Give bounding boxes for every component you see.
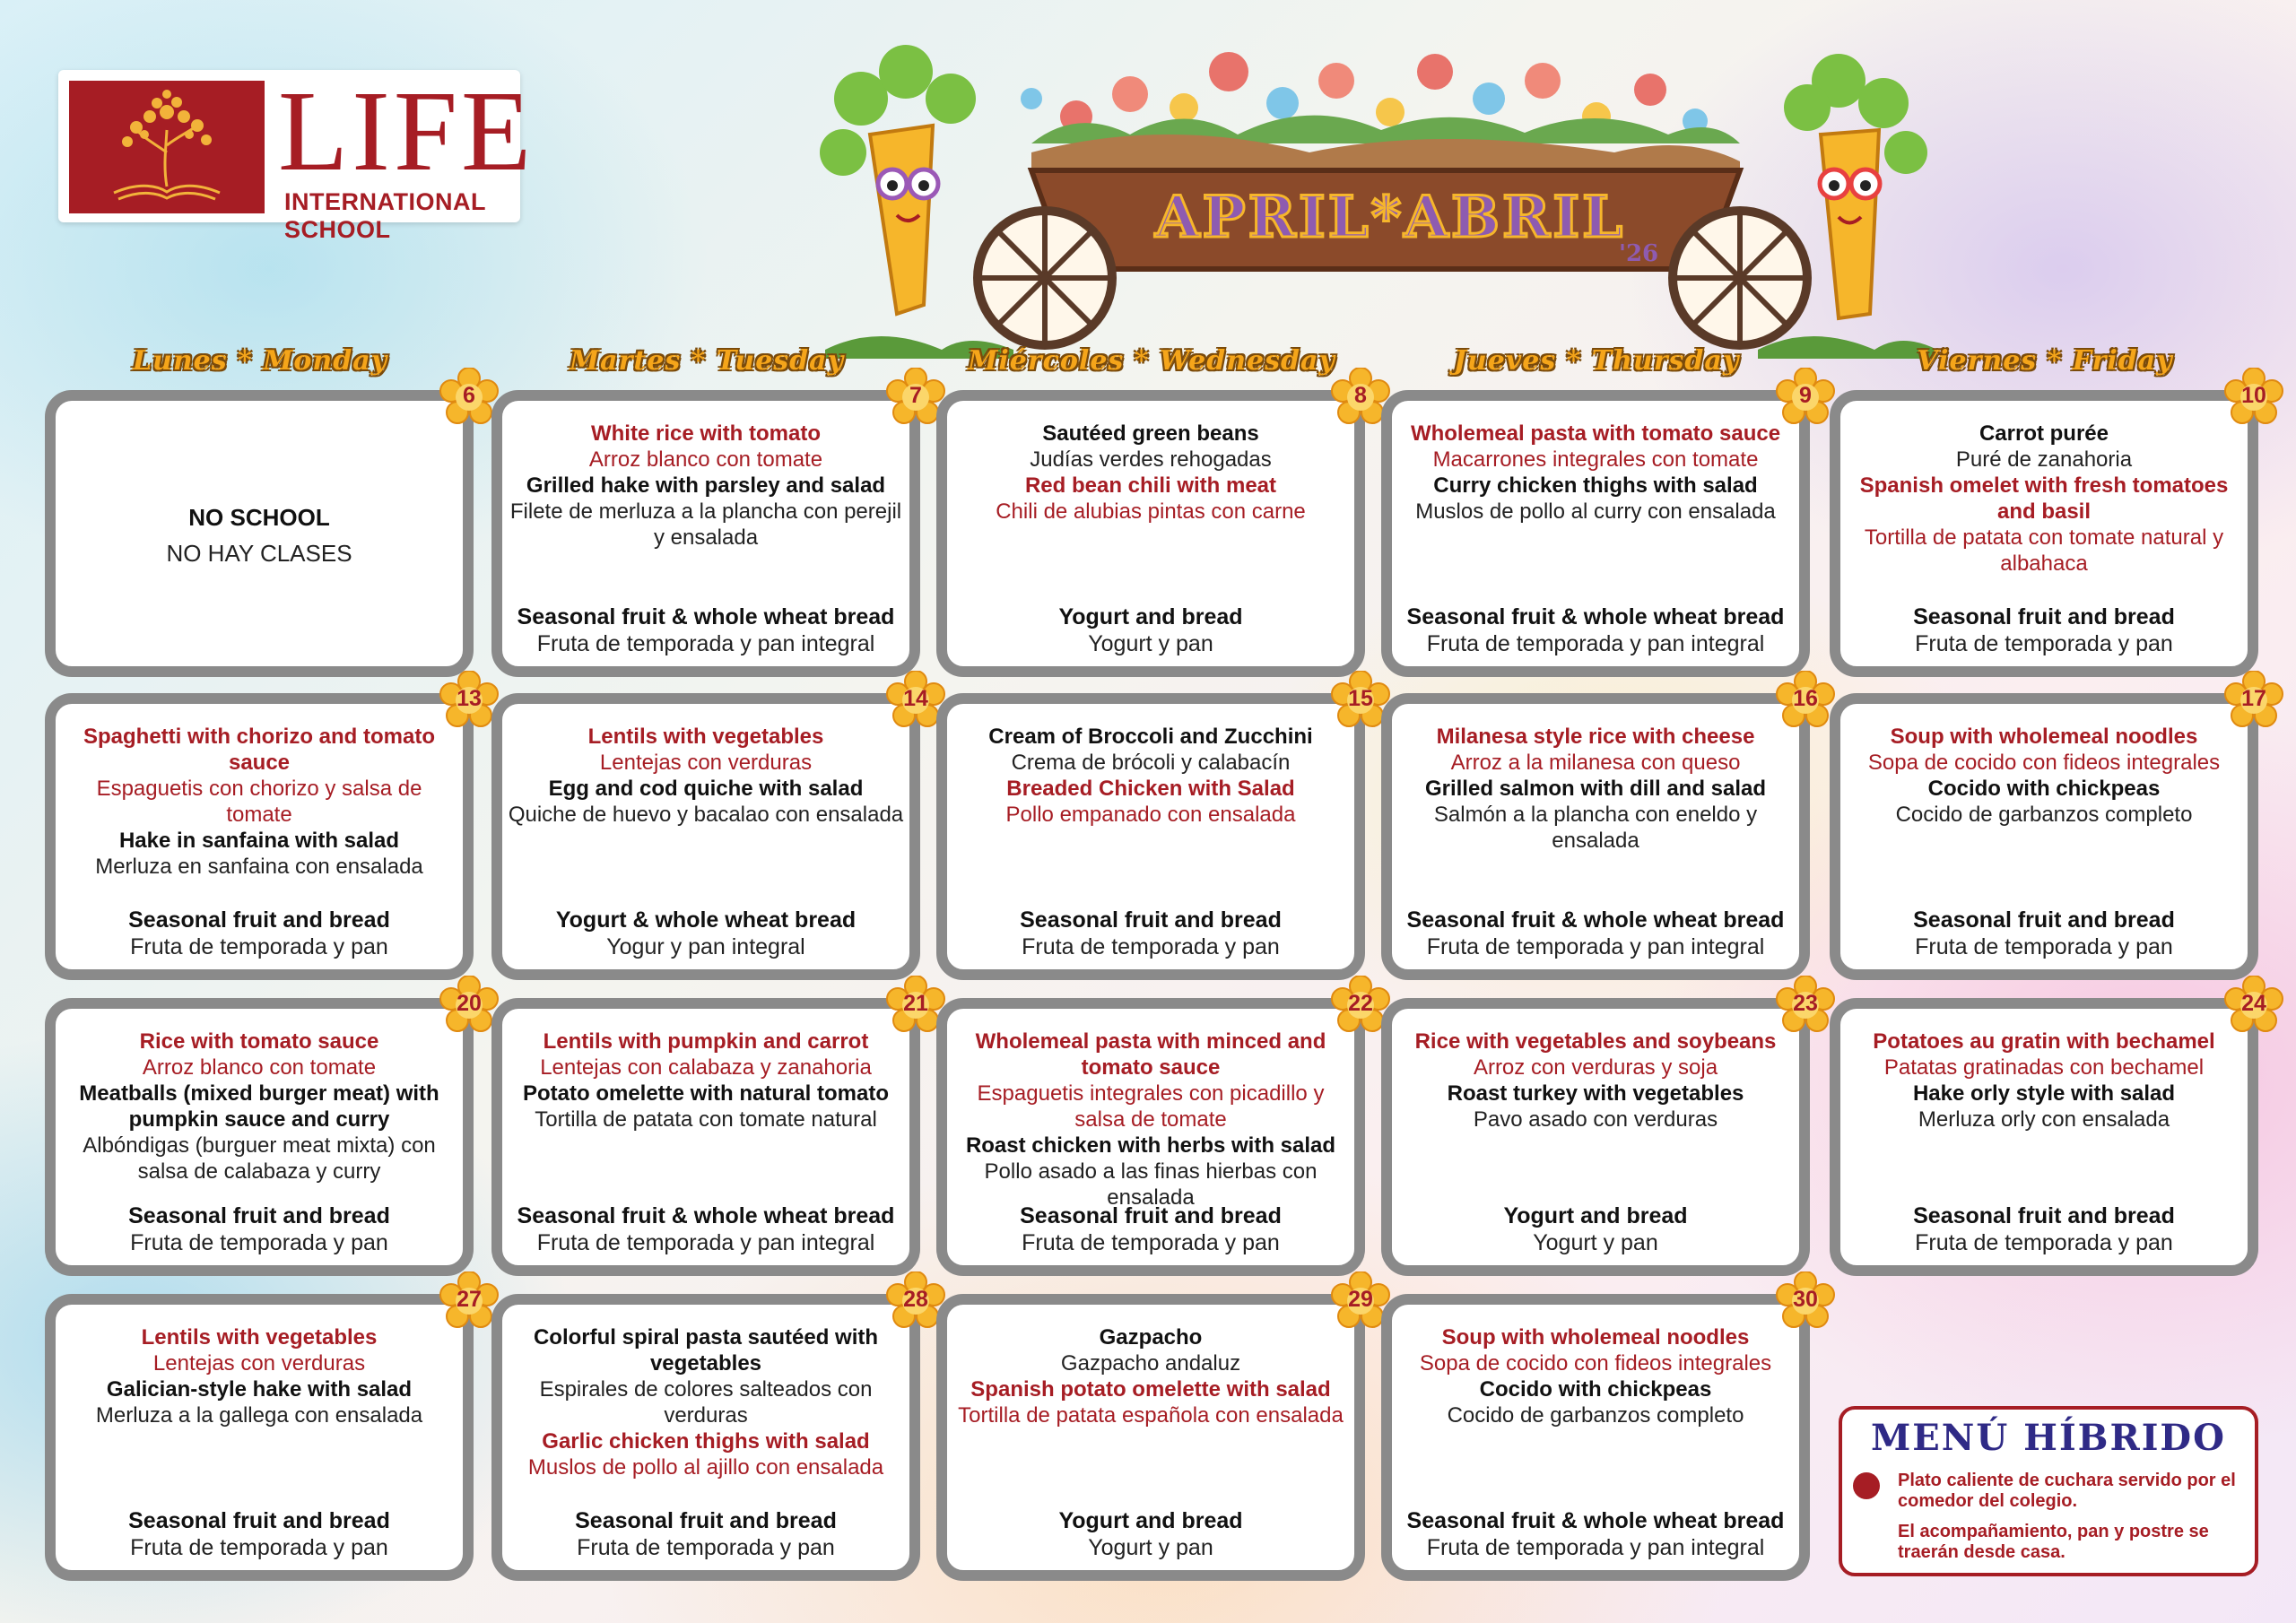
tree-book-icon xyxy=(69,81,265,213)
dish-line: Merluza orly con ensalada xyxy=(1918,1107,2170,1132)
dish-line: Lentils with vegetables xyxy=(587,725,824,749)
dish-line: Rice with tomato sauce xyxy=(139,1029,379,1054)
dessert-line-es: Fruta de temporada y pan xyxy=(1022,934,1280,959)
dessert-line: Seasonal fruit & whole wheat bread xyxy=(517,1203,895,1228)
dish-line: Wholemeal pasta with minced and tomato sauce xyxy=(975,1029,1326,1080)
dish-line: Patatas gratinadas con bechamel xyxy=(1883,1055,2205,1080)
dish-line: Meatballs (mixed burger meat) with pumpkin sauce and curry xyxy=(79,1081,439,1132)
date-number: 27 xyxy=(457,1287,482,1312)
dessert-line-es: Fruta de temporada y pan integral xyxy=(536,631,875,656)
date-number: 6 xyxy=(463,383,475,408)
dish-line: Macarrones integrales con tomate xyxy=(1432,447,1759,472)
dish-line: Grilled hake with parsley and salad xyxy=(526,473,886,498)
dessert-line-es: Fruta de temporada y pan xyxy=(1915,1230,2173,1255)
dish-line: Breaded Chicken with Salad xyxy=(1006,777,1295,801)
dish-line: Soup with wholemeal noodles xyxy=(1890,725,2198,749)
dessert-line-es: Fruta de temporada y pan xyxy=(577,1535,835,1560)
dish-line: Espirales de colores salteados con verduras xyxy=(539,1377,873,1428)
dish-line: Arroz con verduras y soja xyxy=(1473,1055,1718,1080)
day-cell-tuesday xyxy=(491,998,920,1276)
dish-line: Wholemeal pasta with tomato sauce xyxy=(1410,421,1781,446)
day-header-wednesday: Miércoles * Wednesday xyxy=(968,345,1335,377)
dessert-line: Yogurt & whole wheat bread xyxy=(555,907,857,933)
dish-line: Muslos de pollo al curry con ensalada xyxy=(1415,499,1776,524)
dish-line: Cocido de garbanzos completo xyxy=(1895,803,2193,827)
day-cell-thursday xyxy=(1381,1294,1810,1581)
logo-wordmark: LIFE xyxy=(278,67,535,195)
date-flower-badge xyxy=(439,368,499,427)
day-cell-wednesday xyxy=(936,390,1365,677)
date-flower-badge xyxy=(2224,368,2283,427)
dish-line: Lentejas con verduras xyxy=(152,1351,366,1376)
dish-line: Hake in sanfaina with salad xyxy=(118,829,400,853)
dish-line: Potato omelette with natural tomato xyxy=(522,1081,890,1106)
day-cell-thursday xyxy=(1381,998,1810,1276)
logo-subtitle: INTERNATIONAL SCHOOL xyxy=(284,188,486,243)
date-number: 17 xyxy=(2241,686,2266,711)
date-number: 15 xyxy=(1348,686,1373,711)
dish-line: Lentils with pumpkin and carrot xyxy=(543,1029,869,1054)
dish-line: Spaghetti with chorizo and tomato sauce xyxy=(83,725,435,775)
year-label: '26 xyxy=(1619,240,1659,267)
dish-line: Cream of Broccoli and Zucchini xyxy=(988,725,1313,749)
dessert-line: Seasonal fruit & whole wheat bread xyxy=(1406,907,1785,933)
dish-line: Spanish potato omelette with salad xyxy=(970,1377,1331,1402)
dish-line: Espaguetis con chorizo y salsa de tomate xyxy=(96,777,422,827)
date-number: 28 xyxy=(903,1287,928,1312)
hybrid-menu-title: MENÚ HÍBRIDO xyxy=(1871,1417,2226,1459)
date-flower-badge xyxy=(1776,1271,1835,1331)
no-school-label-es: NO HAY CLASES xyxy=(166,540,352,567)
day-cell-tuesday xyxy=(491,390,920,677)
dessert-line-es: Yogurt y pan xyxy=(1088,631,1213,656)
date-number: 16 xyxy=(1793,686,1818,711)
dessert-line-es: Fruta de temporada y pan integral xyxy=(1426,934,1765,959)
dessert-line-es: Fruta de temporada y pan integral xyxy=(1426,631,1765,656)
dish-line: Albóndigas (burguer meat mixta) con salsa de calabaza y curry xyxy=(83,1133,436,1184)
day-cell-monday xyxy=(45,998,474,1276)
dish-line: Curry chicken thighs with salad xyxy=(1433,473,1758,498)
date-flower-badge xyxy=(2224,976,2283,1035)
day-header-thursday: Jueves * Thursday xyxy=(1453,345,1740,377)
date-number: 14 xyxy=(903,686,928,711)
dish-line: Grilled salmon with dill and salad xyxy=(1424,777,1767,801)
dish-line: Espaguetis integrales con picadillo y salsa de tomate xyxy=(977,1081,1325,1132)
dish-line: Cocido with chickpeas xyxy=(1479,1377,1712,1402)
dessert-line: Seasonal fruit and bread xyxy=(1913,907,2175,933)
dish-line: Chili de alubias pintas con carne xyxy=(996,499,1306,524)
dish-line: Sopa de cocido con fideos integrales xyxy=(1867,751,2221,775)
dish-line: Arroz a la milanesa con queso xyxy=(1450,751,1741,775)
month-banner xyxy=(807,18,1937,359)
day-cell-monday xyxy=(45,1294,474,1581)
date-number: 29 xyxy=(1348,1287,1373,1312)
day-cell-wednesday xyxy=(936,1294,1365,1581)
dish-line: Potatoes au gratin with bechamel xyxy=(1873,1029,2215,1054)
day-cell-tuesday xyxy=(491,693,920,980)
dish-line: Filete de merluza a la plancha con perejil y ensalada xyxy=(509,499,902,550)
dish-line: Red bean chili with meat xyxy=(1024,473,1277,498)
dish-line: Cocido de garbanzos completo xyxy=(1447,1403,1744,1428)
dish-line: Merluza en sanfaina con ensalada xyxy=(95,855,423,879)
dish-line: Spanish omelet with fresh tomatoes and basil xyxy=(1859,473,2229,524)
month-title: APRIL*ABRIL xyxy=(1154,184,1626,251)
day-header-friday: Viernes * Friday xyxy=(1917,345,2173,377)
dessert-line: Seasonal fruit and bread xyxy=(128,907,390,933)
date-number: 9 xyxy=(1799,383,1812,408)
hybrid-note-2: El acompañamiento, pan y postre se traerán desde casa. xyxy=(1898,1522,2209,1562)
dish-line: Quiche de huevo y bacalao con ensalada xyxy=(508,803,904,827)
dessert-line-es: Fruta de temporada y pan integral xyxy=(1426,1535,1765,1560)
date-number: 13 xyxy=(457,686,482,711)
dish-line: Galician-style hake with salad xyxy=(106,1377,413,1402)
dish-line: Crema de brócoli y calabacín xyxy=(1011,751,1291,775)
school-logo xyxy=(58,67,535,243)
dessert-line: Seasonal fruit and bread xyxy=(128,1508,390,1533)
dish-line: Egg and cod quiche with salad xyxy=(548,777,864,801)
date-flower-badge xyxy=(2224,671,2283,730)
dessert-line-es: Fruta de temporada y pan integral xyxy=(536,1230,875,1255)
dish-line: Merluza a la gallega con ensalada xyxy=(95,1403,423,1428)
date-number: 23 xyxy=(1793,991,1818,1016)
dish-line: Garlic chicken thighs with salad xyxy=(542,1429,870,1454)
date-flower-badge xyxy=(439,1271,499,1331)
dessert-line: Yogurt and bread xyxy=(1503,1203,1688,1228)
dish-line: Arroz blanco con tomate xyxy=(142,1055,377,1080)
dish-line: Lentejas con calabaza y zanahoria xyxy=(540,1055,872,1080)
day-cell-monday xyxy=(45,693,474,980)
dish-line: Roast turkey with vegetables xyxy=(1447,1081,1744,1106)
day-cell-monday xyxy=(45,390,474,677)
date-flower-badge xyxy=(1776,671,1835,730)
dish-line: White rice with tomato xyxy=(590,421,821,446)
dessert-line-es: Fruta de temporada y pan xyxy=(1022,1230,1280,1255)
day-cell-wednesday xyxy=(936,998,1365,1276)
date-number: 8 xyxy=(1354,383,1367,408)
dish-line: Soup with wholemeal noodles xyxy=(1441,1325,1750,1350)
dish-line: Gazpacho xyxy=(1099,1325,1203,1350)
day-cell-friday xyxy=(1830,390,2258,677)
day-cell-thursday xyxy=(1381,390,1810,677)
dish-line: Pollo asado a las finas hierbas con ensalada xyxy=(984,1159,1318,1210)
dessert-line-es: Fruta de temporada y pan xyxy=(1915,631,2173,656)
dish-line: Judías verdes rehogadas xyxy=(1030,447,1272,472)
dessert-line-es: Fruta de temporada y pan xyxy=(1915,934,2173,959)
dessert-line: Seasonal fruit & whole wheat bread xyxy=(1406,604,1785,629)
flower-bed-icon xyxy=(1021,52,1740,175)
dish-line: Arroz blanco con tomate xyxy=(588,447,823,472)
date-flower-badge xyxy=(1776,976,1835,1035)
dish-line: Hake orly style with salad xyxy=(1912,1081,2176,1106)
dessert-line-es: Fruta de temporada y pan xyxy=(130,1230,388,1255)
day-cell-friday xyxy=(1830,693,2258,980)
date-number: 21 xyxy=(903,991,928,1016)
day-cell-wednesday xyxy=(936,693,1365,980)
date-flower-badge xyxy=(1776,368,1835,427)
dish-line: Sautéed green beans xyxy=(1042,421,1259,446)
dish-line: Cocido with chickpeas xyxy=(1927,777,2161,801)
date-number: 22 xyxy=(1348,991,1373,1016)
no-school-label: NO SCHOOL xyxy=(188,504,330,531)
day-header-monday: Lunes * Monday xyxy=(132,345,388,377)
bullet-icon xyxy=(1853,1472,1880,1499)
day-header-tuesday: Martes * Tuesday xyxy=(569,345,845,377)
dish-line: Tortilla de patata española con ensalada xyxy=(958,1403,1344,1428)
dessert-line: Seasonal fruit and bread xyxy=(1913,1203,2175,1228)
dessert-line: Seasonal fruit and bread xyxy=(575,1508,837,1533)
dessert-line: Seasonal fruit and bread xyxy=(1913,604,2175,629)
dish-line: Sopa de cocido con fideos integrales xyxy=(1419,1351,1772,1376)
hybrid-menu-note xyxy=(1839,1406,2258,1576)
dessert-line: Seasonal fruit & whole wheat bread xyxy=(517,604,895,629)
date-number: 24 xyxy=(2241,991,2266,1016)
dessert-line: Yogurt and bread xyxy=(1058,604,1243,629)
dish-line: Tortilla de patata con tomate natural xyxy=(535,1107,877,1132)
dish-line: Colorful spiral pasta sautéed with vegetables xyxy=(533,1325,879,1376)
dish-line: Lentils with vegetables xyxy=(141,1325,378,1350)
dish-line: Muslos de pollo al ajillo con ensalada xyxy=(527,1455,884,1480)
date-flower-badge xyxy=(439,671,499,730)
dessert-line-es: Yogurt y pan xyxy=(1088,1535,1213,1560)
dessert-line: Seasonal fruit and bread xyxy=(1020,907,1282,933)
dessert-line: Seasonal fruit and bread xyxy=(1020,1203,1282,1228)
date-number: 30 xyxy=(1793,1287,1818,1312)
day-cell-thursday xyxy=(1381,693,1810,980)
dish-line: Pavo asado con verduras xyxy=(1473,1107,1718,1132)
dish-line: Roast chicken with herbs with salad xyxy=(965,1133,1336,1158)
dish-line: Salmón a la plancha con eneldo y ensalada xyxy=(1433,803,1758,853)
dish-line: Pollo empanado con ensalada xyxy=(1005,803,1296,827)
date-number: 10 xyxy=(2241,383,2266,408)
dessert-line-es: Fruta de temporada y pan xyxy=(130,1535,388,1560)
day-cell-friday xyxy=(1830,998,2258,1276)
dish-line: Gazpacho andaluz xyxy=(1060,1351,1241,1376)
dessert-line-es: Yogurt y pan xyxy=(1533,1230,1658,1255)
day-cell-tuesday xyxy=(491,1294,920,1581)
dessert-line-es: Yogur y pan integral xyxy=(606,934,805,959)
hybrid-note-1: Plato caliente de cuchara servido por el comedor del colegio. xyxy=(1898,1471,2236,1511)
dish-line: Lentejas con verduras xyxy=(599,751,813,775)
dish-line: Carrot purée xyxy=(1979,421,2109,446)
dessert-line-es: Fruta de temporada y pan xyxy=(130,934,388,959)
dish-line: Rice with vegetables and soybeans xyxy=(1414,1029,1777,1054)
dish-line: Milanesa style rice with cheese xyxy=(1436,725,1755,749)
date-number: 20 xyxy=(457,991,482,1016)
date-flower-badge xyxy=(439,976,499,1035)
dish-line: Puré de zanahoria xyxy=(1955,447,2133,472)
dessert-line: Yogurt and bread xyxy=(1058,1508,1243,1533)
dish-line: Tortilla de patata con tomate natural y albahaca xyxy=(1864,525,2224,576)
dessert-line: Seasonal fruit & whole wheat bread xyxy=(1406,1508,1785,1533)
dessert-line: Seasonal fruit and bread xyxy=(128,1203,390,1228)
date-number: 7 xyxy=(909,383,922,408)
